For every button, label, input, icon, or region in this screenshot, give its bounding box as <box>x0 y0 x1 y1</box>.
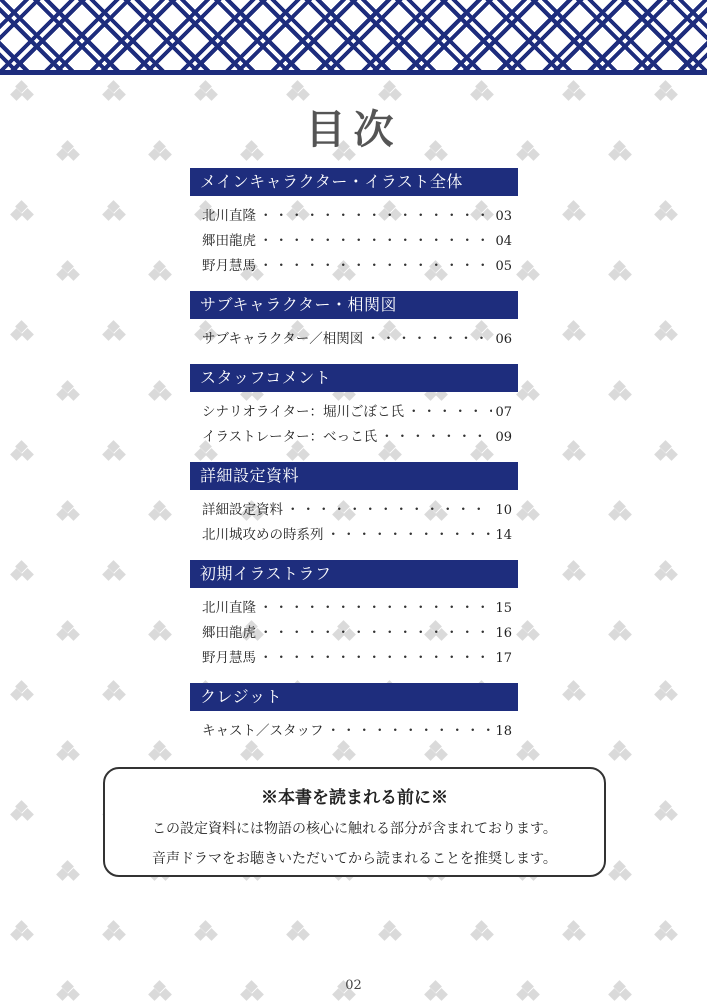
toc-entry[interactable] <box>190 498 518 523</box>
leader-dots <box>259 254 492 279</box>
entry-label: 詳細設定資料 <box>202 502 283 518</box>
entry-page: 15 <box>495 601 512 616</box>
entry-page: 16 <box>495 626 512 641</box>
entry-page: 05 <box>495 259 512 274</box>
toc-section <box>190 683 518 744</box>
entry-label: 郷田龍虎 <box>202 233 256 249</box>
page-title: 目次 <box>305 106 402 153</box>
notice-box <box>103 767 606 877</box>
notice-title: ※本書を読まれる前に※ <box>261 788 448 808</box>
entry-label: 北川城攻めの時系列 <box>202 527 324 543</box>
entry-label: 野月慧馬 <box>202 650 256 666</box>
notice-line: 音声ドラマをお聴きいただいてから読まれることを推奨します。 <box>152 851 557 867</box>
leader-dots <box>407 400 492 425</box>
section-heading: 詳細設定資料 <box>190 462 518 490</box>
toc-entry[interactable] <box>190 327 518 352</box>
entry-page: 04 <box>495 234 512 249</box>
leader-dots <box>259 621 492 646</box>
toc-entry[interactable] <box>190 425 518 450</box>
leader-dots <box>327 523 493 548</box>
toc-entry[interactable] <box>190 621 518 646</box>
entry-page: 09 <box>495 430 512 445</box>
toc-entry[interactable] <box>190 719 518 744</box>
toc-entry[interactable] <box>190 523 518 548</box>
toc-section <box>190 462 518 548</box>
section-heading: クレジット <box>190 683 518 711</box>
leader-dots <box>259 229 492 254</box>
toc-section <box>190 560 518 671</box>
entry-page: 14 <box>495 528 512 543</box>
toc-entry[interactable] <box>190 400 518 425</box>
entry-label: サブキャラクター／相関図 <box>202 331 364 347</box>
leader-dots <box>286 498 492 523</box>
leader-dots <box>380 425 492 450</box>
entry-label: キャスト／スタッフ <box>202 723 324 739</box>
toc-entry[interactable] <box>190 254 518 279</box>
entry-page: 07 <box>495 405 512 420</box>
toc-section <box>190 291 518 352</box>
toc-section <box>190 168 518 279</box>
entry-label: 野月慧馬 <box>202 258 256 274</box>
entry-label: 郷田龍虎 <box>202 625 256 641</box>
entry-page: 03 <box>495 209 512 224</box>
toc-section <box>190 364 518 450</box>
entry-page: 10 <box>495 503 512 518</box>
entry-label: シナリオライター：堀川ごぼこ氏 <box>202 404 404 420</box>
entry-label: 北川直隆 <box>202 600 256 616</box>
header-lattice <box>0 0 707 72</box>
entry-label: イラストレーター：べっこ氏 <box>202 429 378 445</box>
header-rule <box>0 70 707 75</box>
toc-entry[interactable] <box>190 646 518 671</box>
section-heading: メインキャラクター・イラスト全体 <box>190 168 518 196</box>
leader-dots <box>366 327 492 352</box>
entry-page: 17 <box>495 651 512 666</box>
toc-entry[interactable] <box>190 229 518 254</box>
table-of-contents <box>190 168 518 756</box>
section-heading: スタッフコメント <box>190 364 518 392</box>
entry-page: 18 <box>495 724 512 739</box>
leader-dots <box>327 719 493 744</box>
toc-entry[interactable] <box>190 204 518 229</box>
leader-dots <box>259 596 492 621</box>
leader-dots <box>259 204 492 229</box>
section-heading: 初期イラストラフ <box>190 560 518 588</box>
toc-entry[interactable] <box>190 596 518 621</box>
section-heading: サブキャラクター・相関図 <box>190 291 518 319</box>
leader-dots <box>259 646 492 671</box>
entry-page: 06 <box>495 332 512 347</box>
notice-line: この設定資料には物語の核心に触れる部分が含まれております。 <box>152 821 557 837</box>
page-number: 02 <box>345 978 362 993</box>
entry-label: 北川直隆 <box>202 208 256 224</box>
